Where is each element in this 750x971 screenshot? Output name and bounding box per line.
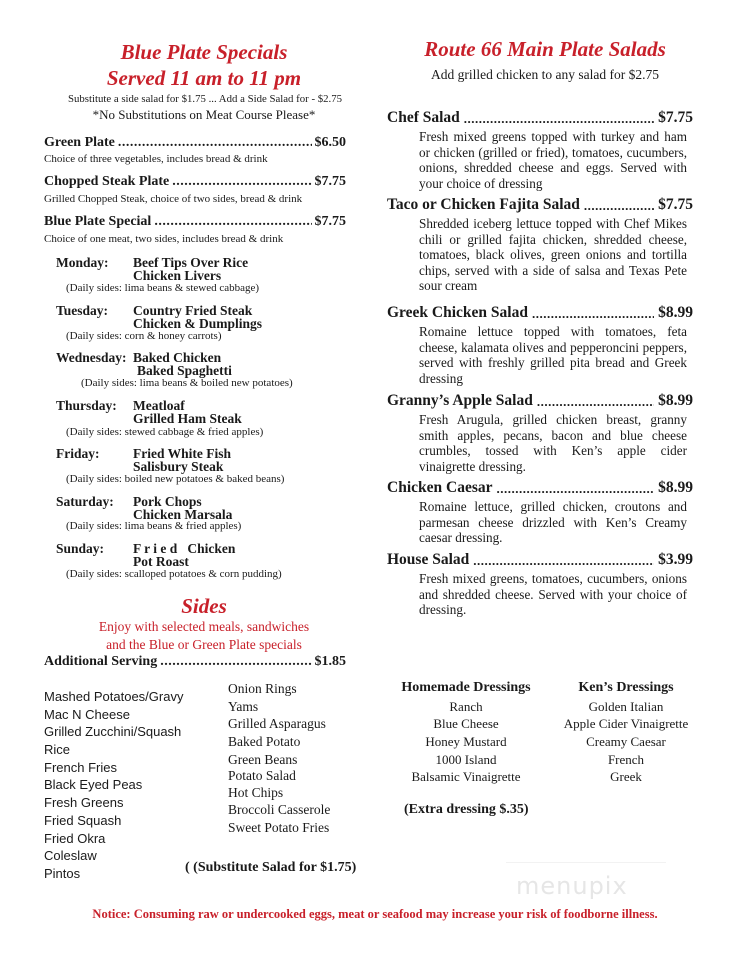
list-item: 1000 Island (435, 751, 497, 767)
item-price: $7.75 (314, 214, 346, 229)
list-item: Pintos (44, 865, 81, 881)
menupix-watermark: menupix (516, 872, 628, 900)
watermark-rule (506, 862, 666, 863)
day-items (133, 256, 248, 282)
day-item: Fried White Fish (133, 446, 232, 461)
menu-item-chef-salad (387, 109, 693, 128)
item-description: Choice of three vegetables, includes bread & drink (44, 153, 268, 165)
item-description: Fresh Arugula, grilled chicken breast, granny smith apples, pecans, bacon and blue cheese crumbles, tossed with Ken’s apple cider vinaigrette dressing. (419, 412, 687, 474)
list-item: French (607, 751, 645, 767)
item-price: $6.50 (314, 135, 346, 150)
item-price: $3.99 (658, 551, 693, 568)
day-items (133, 447, 231, 473)
leader-dots (537, 392, 654, 411)
no-substitution-note: *No Substitutions on Meat Course Please* (92, 107, 316, 122)
day-sides: (Daily sides: boiled new potatoes & baked beans) (66, 473, 285, 485)
list-item: Yams (228, 698, 259, 714)
item-price: $8.99 (658, 392, 693, 409)
item-name: Taco or Chicken Fajita Salad (387, 196, 580, 213)
list-item: Onion Rings (228, 681, 297, 696)
item-name: Additional Serving (44, 654, 158, 669)
leader-dots (154, 214, 311, 230)
list-item: Grilled Asparagus (228, 716, 326, 732)
sides-title: Sides (181, 594, 227, 618)
day-sides: (Daily sides: lima beans & stewed cabbage) (66, 282, 260, 294)
menu-item-chicken-caesar (387, 479, 693, 498)
day-label: Sunday: (56, 541, 105, 556)
day-label: Thursday: (56, 398, 117, 413)
item-name: Greek Chicken Salad (387, 304, 528, 321)
list-item: French Fries (44, 759, 117, 775)
item-name: Chef Salad (387, 109, 460, 126)
day-label: Saturday: (56, 494, 114, 509)
item-description: Shredded iceberg lettuce topped with Chef Mikes chili or grilled fajita chicken, shredded cheese, tomatoes, black olives, green onions and tortilla chips, served with a side of salsa and Texas Pete sour cream (419, 216, 687, 293)
day-item: Meatloaf (133, 398, 185, 413)
list-item: Fried Squash (44, 812, 122, 828)
list-item: Honey Mustard (425, 734, 507, 750)
list-item: Green Beans (228, 751, 298, 767)
item-price: $8.99 (658, 479, 693, 496)
item-price: $7.75 (658, 109, 693, 126)
leader-dots (496, 479, 654, 498)
blue-plate-title: Blue Plate Specials (120, 40, 288, 64)
item-description: Grilled Chopped Steak, choice of two sides, bread & drink (44, 193, 303, 205)
menu-item-grannys-apple-salad (387, 392, 693, 411)
list-item: Broccoli Casserole (228, 802, 331, 818)
homemade-dressings (388, 679, 544, 786)
day-items (133, 542, 235, 568)
list-item: Creamy Caesar (586, 734, 666, 750)
list-item: Ranch (449, 698, 483, 714)
sides-subtitle-1: Enjoy with selected meals, sandwiches (98, 619, 310, 634)
list-item: Black Eyed Peas (44, 777, 143, 793)
day-item: Chicken Marsala (133, 507, 233, 522)
additional-serving (44, 654, 346, 670)
day-label: Monday: (56, 255, 109, 270)
item-name: Chicken Caesar (387, 479, 493, 496)
list-item: Balsamic Vinaigrette (411, 769, 521, 785)
day-item: Beef Tips Over Rice (133, 255, 249, 270)
leader-dots (160, 654, 311, 670)
blue-plate-hours: Served 11 am to 11 pm (106, 66, 302, 90)
day-sides: (Daily sides: lima beans & fried apples) (66, 520, 242, 532)
list-item: Apple Cider Vinaigrette (563, 716, 689, 732)
list-item: Potato Salad (228, 768, 296, 784)
day-item: Baked Chicken (133, 350, 222, 365)
day-label: Friday: (56, 446, 100, 461)
item-name: Granny’s Apple Salad (387, 392, 533, 409)
item-description: Fresh mixed greens topped with turkey and ham or chicken (grilled or fried), tomatoes, cucumbers, onions, shredded cheese and eggs. Served with your choice of dressing (419, 129, 687, 191)
item-price: $7.75 (314, 174, 346, 189)
food-safety-notice: Notice: Consuming raw or undercooked eggs, meat or seafood may increase your risk of foodborne illness. (92, 907, 658, 921)
day-item: Baked Spaghetti (137, 363, 232, 378)
item-description: Romaine lettuce, grilled chicken, croutons and parmesan cheese drizzled with Ken’s Creamy caesar dressing. (419, 499, 687, 545)
salads-subtitle: Add grilled chicken to any salad for $2.75 (431, 67, 659, 82)
list-item: Blue Cheese (433, 716, 499, 732)
item-name: Chopped Steak Plate (44, 174, 170, 189)
day-item: Pot Roast (133, 554, 189, 569)
item-description: Fresh mixed greens, tomatoes, cucumbers, onions and shredded cheese. Served with your choice of dressing. (419, 571, 687, 617)
leader-dots (584, 196, 654, 215)
item-description: Choice of one meat, two sides, includes bread & drink (44, 233, 284, 245)
leader-dots (118, 135, 312, 151)
menu-item-green-plate (44, 135, 346, 151)
day-label: Tuesday: (56, 303, 109, 318)
sides-list-2 (228, 680, 330, 837)
item-price: $7.75 (658, 196, 693, 213)
day-item: Pork Chops (133, 494, 202, 509)
day-items (133, 399, 242, 425)
sides-list-1 (44, 688, 183, 883)
sides-subtitle-2: and the Blue or Green Plate specials (106, 637, 302, 652)
leader-dots (532, 304, 654, 323)
day-item: Grilled Ham Steak (133, 411, 242, 426)
section-heading: Ken’s Dressings (578, 680, 674, 695)
menu-item-taco-fajita-salad (387, 196, 693, 215)
day-sides: (Daily sides: scalloped potatoes & corn pudding) (66, 568, 282, 580)
menu-item-blue-plate-special (44, 214, 346, 230)
day-item: Chicken & Dumplings (133, 316, 263, 331)
substitute-salad-note: ( (Substitute Salad for $1.75) (185, 860, 357, 875)
list-item: Fresh Greens (44, 795, 124, 811)
list-item: Mashed Potatoes/Gravy (44, 689, 184, 704)
extra-dressing-note: (Extra dressing $.35) (404, 802, 529, 817)
item-price: $1.85 (314, 654, 346, 669)
item-name: Blue Plate Special (44, 214, 152, 229)
list-item: Mac N Cheese (44, 706, 130, 722)
item-description: Romaine lettuce topped with tomatoes, feta cheese, kalamata olives and pepperoncini peppers, served with freshly grilled pita bread and Greek dressing (419, 324, 687, 386)
day-sides: (Daily sides: lima beans & boiled new potatoes) (81, 377, 293, 389)
day-sides: (Daily sides: corn & honey carrots) (66, 330, 222, 342)
item-name: House Salad (387, 551, 470, 568)
day-items (133, 304, 262, 330)
leader-dots (172, 174, 311, 190)
list-item: Rice (44, 742, 71, 758)
list-item: Coleslaw (44, 848, 97, 864)
day-item: Chicken Livers (133, 268, 222, 283)
day-items (133, 495, 232, 521)
list-item: Grilled Zucchini/Squash (44, 724, 182, 740)
leader-dots (464, 109, 654, 128)
list-item: Baked Potato (228, 734, 301, 750)
item-name: Green Plate (44, 135, 115, 150)
kens-dressings (550, 679, 702, 786)
section-heading: Homemade Dressings (401, 680, 531, 695)
day-item: Salisbury Steak (133, 459, 224, 474)
day-item: Country Fried Steak (133, 303, 253, 318)
salads-title: Route 66 Main Plate Salads (424, 37, 666, 61)
list-item: Sweet Potato Fries (228, 820, 330, 836)
day-sides: (Daily sides: stewed cabbage & fried apples) (66, 426, 264, 438)
day-items (133, 351, 232, 377)
substitution-note: Substitute a side salad for $1.75 ... Add a Side Salad for - $2.75 (67, 93, 343, 105)
leader-dots (473, 551, 654, 570)
menu-item-house-salad (387, 551, 693, 570)
menu-item-chopped-steak (44, 174, 346, 190)
menu-item-greek-chicken-salad (387, 304, 693, 323)
day-label: Wednesday: (56, 350, 127, 365)
list-item: Hot Chips (228, 784, 284, 800)
day-item: F r i e d Chicken (133, 541, 236, 556)
list-item: Golden Italian (588, 698, 664, 714)
list-item: Greek (610, 769, 642, 785)
item-price: $8.99 (658, 304, 693, 321)
list-item: Fried Okra (44, 830, 106, 846)
